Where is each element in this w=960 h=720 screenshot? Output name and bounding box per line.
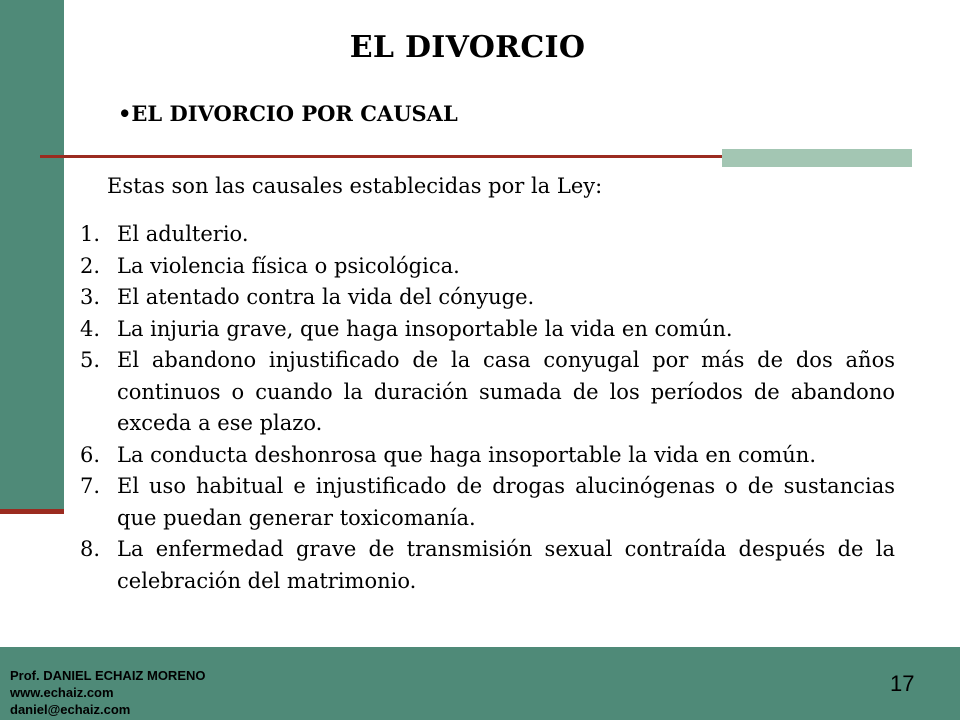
footer-bar <box>0 647 960 720</box>
list-item-text: El abandono injustificado de la casa conyugal por más de dos años continuos o cuando la duración sumada de los períodos de abandono exceda a ese plazo. <box>117 348 895 435</box>
list-item <box>80 251 895 283</box>
list-item <box>80 534 895 597</box>
list-item-text: El uso habitual e injustificado de drogas alucinógenas o de sustancias que puedan generar toxicomanía. <box>117 474 895 530</box>
list-item-number: 7. <box>80 474 101 498</box>
list-item-number: 1. <box>80 222 101 246</box>
list-item-text: El adulterio. <box>117 222 249 246</box>
list-item-text: La enfermedad grave de transmisión sexual contraída después de la celebración del matrimonio. <box>117 537 895 593</box>
divider-accent-block <box>722 149 912 167</box>
list-item-text: La violencia física o psicológica. <box>117 253 460 278</box>
footer-website: www.echaiz.com <box>10 685 114 700</box>
footer-author-info <box>10 667 206 718</box>
list-item <box>80 282 895 314</box>
list-item <box>80 314 895 346</box>
list-item-number: 2. <box>80 253 101 278</box>
list-item <box>80 219 895 251</box>
list-item <box>80 440 895 472</box>
list-item-number: 3. <box>80 285 101 309</box>
left-accent-bar-edge <box>0 509 64 514</box>
footer-author: Prof. DANIEL ECHAIZ MORENO <box>10 668 206 683</box>
page-number: 17 <box>890 671 915 696</box>
slide-title: EL DIVORCIO <box>349 30 586 65</box>
list-item-number: 4. <box>80 316 101 341</box>
list-item-number: 5. <box>80 348 101 372</box>
list-item <box>80 345 895 440</box>
list-item-text: La conducta deshonrosa que haga insoportable la vida en común. <box>117 442 816 467</box>
list-item <box>80 471 895 534</box>
list-item-text: El atentado contra la vida del cónyuge. <box>117 285 535 309</box>
intro-text: Estas son las causales establecidas por la Ley: <box>107 174 603 198</box>
footer-email: daniel@echaiz.com <box>10 702 131 717</box>
list-item-text: La injuria grave, que haga insoportable la vida en común. <box>117 316 733 341</box>
slide-subtitle: •EL DIVORCIO POR CAUSAL <box>118 101 458 126</box>
left-accent-bar <box>0 0 64 512</box>
causales-list <box>80 219 895 597</box>
list-item-number: 8. <box>80 537 101 561</box>
list-item-number: 6. <box>80 442 101 467</box>
